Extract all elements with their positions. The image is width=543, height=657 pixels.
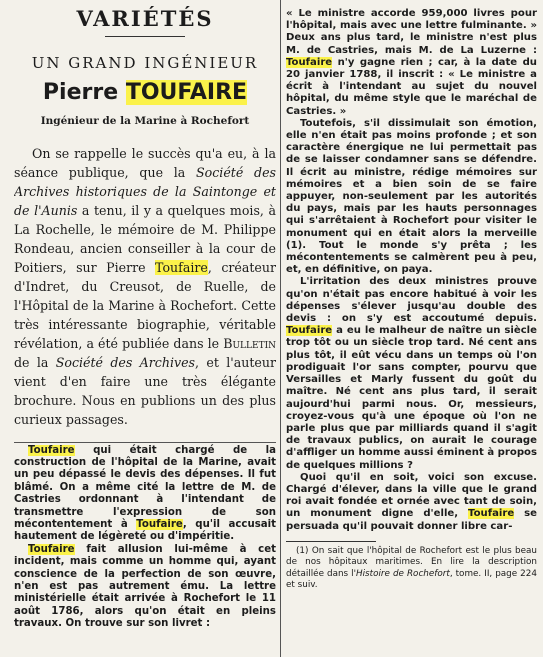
intro-text-5: , et l'auteur vient d'en faire une très élégante brochure. Nous en publions un des plus curieux passages. (14, 355, 276, 427)
body-text: L'irritation des deux ministres prouve qu'on n'était pas encore habitué à voir les dépenses s'élever jusqu'au double des devis : on s'y est accoutumé depuis. (286, 276, 537, 325)
highlighted-name: Toufaire (286, 325, 333, 337)
body-paragraph-3 (286, 8, 537, 118)
title-rule (105, 36, 185, 37)
footnote-text: (1) On sait que l'hôpital de Rochefort est le plus beau de nos hôpitaux maritimes. En lire la description détaillée dans l' (286, 545, 537, 579)
footnote-text: , tome. II, page 224 et suiv. (286, 568, 537, 591)
body-text: Quoi qu'il en soit, voici son excuse. Chargé d'élever, dans la ville que le grand roi avait fondée et ornée avec tant de soin, un monument digne d'elle, (286, 471, 537, 520)
headline-name: TOUFAIRE (125, 80, 248, 105)
headline-prefix: Pierre (42, 80, 119, 105)
highlighted-name: Toufaire (28, 543, 75, 555)
body-text: a eu le malheur de naître un siècle trop tôt ou un siècle trop tard. Né cent ans plus tôt, il eût vécu dans un temps où l'on prodiguait l'or sans compter, pourvu que Versailles et Marly fussent du goût du maître. Né cent ans plus tard, il serait aujourd'hui parmi nous. Or, messieurs, croyez-vous qu'à une époque où l'on ne parle plus que par milliards quand il s'agit de travaux publics, on aurait le courage d'affliger un homme aussi éminent à propos de quelques millions ? (286, 325, 537, 471)
body-text: , qu'il accusait hautement de légèreté ou d'impéritie. (14, 519, 276, 543)
intro-text-3: , créateur d'Indret, du Creusot, de Ruelle, de l'Hôpital de la Marine à Rochefort. Cette très intéressante biographie, véritable révélation, a été publiée dans le (14, 260, 276, 351)
body-text: « Le ministre accorde 959,000 livres pour l'hôpital, mais avec une lettre fulminante. » Deux ans plus tard, le ministre n'est plus M. de Castries, mais M. de La Luzerne : (286, 8, 537, 56)
book-title: Histoire de Rochefort (356, 568, 450, 579)
body-text: se persuada qu'il pouvait donner libre car- (286, 508, 537, 532)
society-name-2: Société des Archives (55, 355, 196, 370)
headline (14, 80, 276, 106)
body-text: fait allusion lui-même à cet incident, mais comme un homme qui, ayant conscience de la perfection de son œuvre, n'en est pas autrement ému. La lettre ministérielle était arrivée à Rochefort le 11 août 1786, alors qu'on était en pleins travaux. On trouve sur son livret : (14, 543, 276, 630)
body-text: n'y gagne rien ; car, à la date du 20 janvier 1788, il inscrit : « Le ministre a écrit à l'intendant au sujet du nouvel hôpital, du même style que le maréchal de Castries. » (286, 56, 537, 117)
paragraph-divider (14, 442, 276, 443)
body-text: Toutefois, s'il dissimulait son émotion, elle n'en était pas moins profonde ; et son caractère énergique ne lui permettait pas de se laisser condamner sans se défendre. Il écrit au ministre, rédige mémoires sur mémoires et a bien soin de se faire appuyer, non-seulement par les autorités du pays, mais par les hauts personnages qui s'arrêtaient à Rochefort pour visiter le monument qui en était alors la merveille (1). Tout le monde s'y prêta ; les mécontentements se calmèrent peu à peu, et, en définitive, on paya. (286, 117, 537, 276)
bulletin-name: Bulletin (223, 336, 276, 351)
intro-paragraph (14, 144, 276, 429)
highlighted-name: Toufaire (136, 519, 183, 531)
body-paragraph-4 (286, 118, 537, 277)
body-paragraph-5 (286, 276, 537, 471)
body-paragraph-2 (14, 544, 276, 631)
footnote (286, 546, 537, 592)
highlighted-name: Toufaire (155, 260, 208, 275)
body-text: qui était chargé de la construction de l'hôpital de la Marine, avait un peu dépassé le devis des dépenses. Il fut blâmé. On a même cité la lettre de M. de Castries ordonnant à l'intendant de transmettre l'expression de son mécontentement à (14, 444, 276, 531)
intro-text-2: a tenu, il y a quelques mois, à La Rochelle, le mémoire de M. Philippe Rondeau, ancien conseiller à la cour de Poitiers, sur Pierre (14, 203, 276, 275)
footnote-rule (286, 541, 376, 542)
intro-text-4: de la (14, 355, 56, 370)
intro-text-1: On se rappelle le succès qu'a eu, à la séance publique, que la (14, 146, 276, 180)
highlighted-name: Toufaire (28, 444, 75, 456)
kicker: UN GRAND INGÉNIEUR (31, 54, 259, 72)
body-paragraph-1 (14, 445, 276, 544)
right-column (286, 0, 537, 657)
section-title: VARIÉTÉS (76, 6, 214, 31)
column-rule (280, 0, 281, 657)
highlighted-name: Toufaire (468, 508, 515, 520)
society-name: Société des Archives historiques de la Saintonge et de l'Aunis (14, 165, 276, 218)
subhead: Ingénieur de la Marine à Rochefort (40, 115, 250, 127)
left-column (14, 0, 276, 657)
highlighted-name: Toufaire (286, 56, 333, 68)
body-paragraph-6 (286, 472, 537, 533)
